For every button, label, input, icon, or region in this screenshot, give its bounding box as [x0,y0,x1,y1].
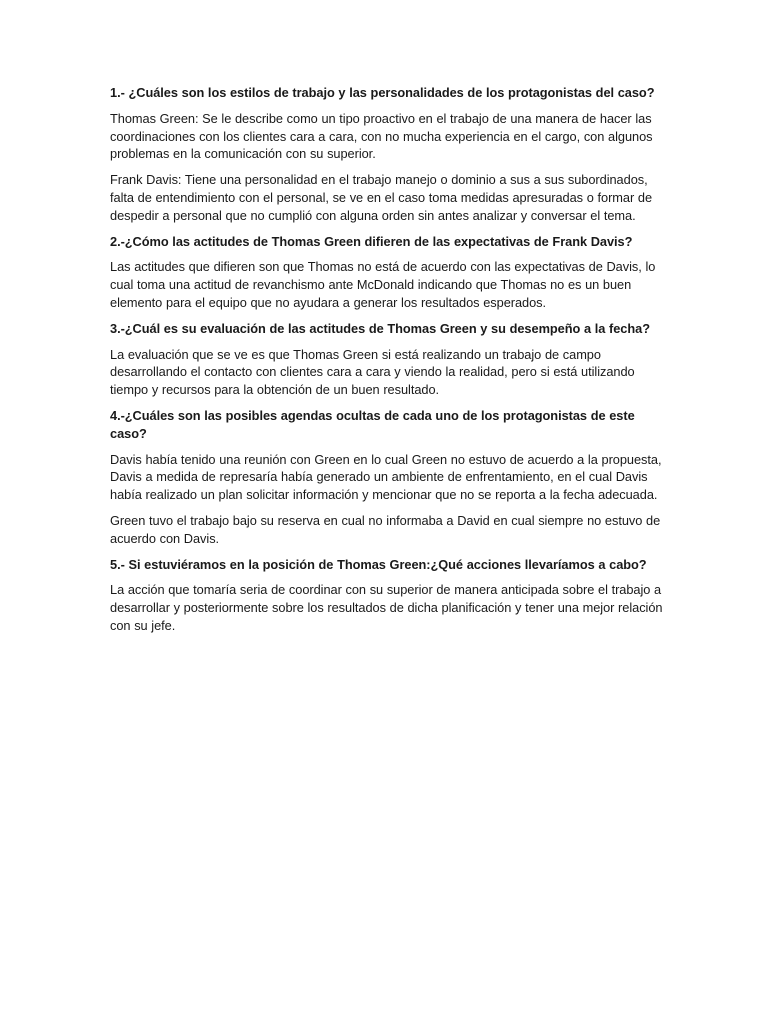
question-3: 3.-¿Cuál es su evaluación de las actitudes de Thomas Green y su desempeño a la fecha? [110,320,650,336]
answer-3: La evaluación que se ve es que Thomas Green si está realizando un trabajo de campo desarrollando el contacto con clientes cara a cara y viendo la realidad, pero si está utilizando tiempo y recursos para la obtención de un buen resultado. [110,346,635,398]
answer-2: Las actitudes que difieren son que Thomas no está de acuerdo con las expectativas de Davis, lo cual toma una actitud de revanchismo ante McDonald indicando que Thomas no es un buen elemento para el equipo que no ayudara a generar los resultados esperados. [110,259,656,310]
answer-1-thomas-green: Thomas Green: Se le describe como un tipo proactivo en el trabajo de una manera de hacer las coordinaciones con los clientes cara a cara, con no mucha experiencia en el cargo, con algunos problemas en la comunicación con su superior. [110,110,653,162]
answer-4-davis: Davis había tenido una reunión con Green en lo cual Green no estuvo de acuerdo a la propuesta, Davis a medida de represaría había generado un ambiente de enfrentamiento, en el cual Davis había realizado un plan solicitar información y mencionar que no se reporta a la fecha adecuada. [110,451,662,503]
answer-1-frank-davis: Frank Davis: Tiene una personalidad en el trabajo manejo o dominio a sus a sus subordinados, falta de entendimiento con el personal, se ve en el caso toma medidas apresuradas o formar de despedir a personal que no cumplió con alguna orden sin antes analizar y conversar el tema. [110,172,653,223]
answer-5: La acción que tomaría seria de coordinar con su superior de manera anticipada sobre el trabajo a desarrollar y posteriormente sobre los resultados de dicha planificación y tener una mejor relación con su jefe. [110,582,663,633]
question-2: 2.-¿Cómo las actitudes de Thomas Green difieren de las expectativas de Frank Davis? [110,233,633,249]
question-5: 5.- Si estuviéramos en la posición de Thomas Green:¿Qué acciones llevaríamos a cabo? [110,556,647,572]
question-1: 1.- ¿Cuáles son los estilos de trabajo y las personalidades de los protagonistas del caso? [110,85,655,100]
question-4: 4.-¿Cuáles son las posibles agendas ocultas de cada uno de los protagonistas de este caso? [110,407,635,441]
answer-4-green: Green tuvo el trabajo bajo su reserva en cual no informaba a David en cual siempre no estuvo de acuerdo con Davis. [110,512,661,546]
